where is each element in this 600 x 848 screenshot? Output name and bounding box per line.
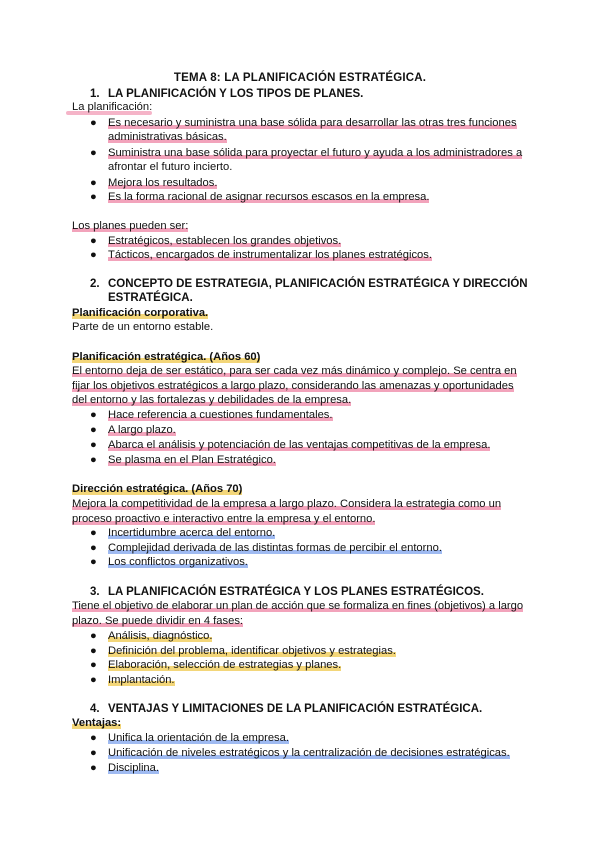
plans-intro: Los planes pueden ser:: [72, 220, 189, 232]
paragraph-line: fijar los objetivos estratégicos a largo plazo, considerando las amenazas y oportunidades: [72, 380, 514, 392]
document-page: TEMA 8: LA PLANIFICACIÓN ESTRATÉGICA. 1. LA PLANIFICACIÓN Y LOS TIPOS DE PLANES. La planificación: ● Es necesario y suministra una base sólida para desarrollar las otras tres funciones administrativas básicas. ● Suministra una base sólida para proyectar el futuro y ayuda a los administradores a afrontar el futuro incierto. ● Mejora los resultados. ● Es la forma racional de asignar recursos escasos en la empresa. Los planes pueden ser: ● Estratégicos, establecen los grandes objetivos. ● Tácticos, encargados de instrumentalizar los planes estratégicos. 2. CONCEPTO DE ESTRATEGIA, PLANIFICACIÓN ESTRATÉGICA Y DIRECCIÓN ESTRATÉGICA. Planificación corporativa. Parte de un entorno estable. Planificación estratégica. (Años 60) El entorno deja de ser estático, para ser cada vez más dinámico y complejo. Se centra en fijar los objetivos estratégicos a largo plazo, considerando las amenazas y oportunidades del entorno y las fortalezas y debilidades de la empresa. ● Hace referencia a cuestiones fundamentales. ● A largo plazo. ● Abarca el análisis y potenciación de las ventajas competitivas de la empresa. ● Se plasma en el Plan Estratégico. Dirección estratégica. (Años 70) Mejora la competitividad de la empresa a largo plazo. Considera la estrategia como un proceso proactivo e interactivo entre la empresa y el entorno. ● Incertidumbre acerca del entorno. ● Complejidad derivada de las distintas formas de percibir el entorno. ● Los conflictos organizativos. 3. LA PLANIFICACIÓN ESTRATÉGICA Y LOS PLANES ESTRATÉGICOS. Tiene el objetivo de elaborar un plan de acción que se formaliza en fines (objetivos) a largo plazo. Se puede dividir en 4 fases: ● Análisis, diagnóstico. ● Definición del problema, identificar objetivos y estrategias. ● Elaboración, selección de estrategias y planes. ● Implantación. 4. VENTAJAS Y LIMITACIONES DE LA PLANIFICACIÓN ESTRATÉGICA. Ventajas: ● Unifica la orientación de la empresa. ● Unificación de niveles estratégicos y la centralización de decisiones estratégicas. ● Disciplina.: [0, 0, 600, 848]
list-item-continuation: administrativas básicas.: [108, 131, 227, 143]
paragraph-line: del entorno y las fortalezas y debilidades de la empresa.: [72, 394, 352, 406]
document-title: TEMA 8: LA PLANIFICACIÓN ESTRATÉGICA.: [173, 72, 427, 84]
planificacion-corporativa-heading: Planificación corporativa.: [72, 307, 209, 319]
planificacion-intro: La planificación:: [72, 101, 153, 113]
paragraph-line: El entorno deja de ser estático, para ser cada vez más dinámico y complejo. Se centra en: [72, 365, 517, 377]
paragraph-line: plazo. Se puede dividir en 4 fases:: [72, 615, 244, 627]
planificacion-estrategica-heading: Planificación estratégica. (Años 60): [72, 351, 261, 363]
list-item-continuation: afrontar el futuro incierto.: [108, 161, 233, 173]
paragraph-line: Mejora la competitividad de la empresa a largo plazo. Considera la estrategia como un: [72, 498, 502, 510]
ventajas-heading: Ventajas:: [72, 717, 122, 729]
planificacion-corporativa-text: Parte de un entorno estable.: [72, 321, 214, 333]
paragraph-line: proceso proactivo e interactivo entre la empresa y el entorno.: [72, 513, 376, 525]
section-2-heading-line2: ESTRATÉGICA.: [108, 292, 193, 304]
direccion-estrategica-heading: Dirección estratégica. (Años 70): [72, 483, 243, 495]
paragraph-line: Tiene el objetivo de elaborar un plan de acción que se formaliza en fines (objetivos) a largo: [72, 600, 524, 612]
